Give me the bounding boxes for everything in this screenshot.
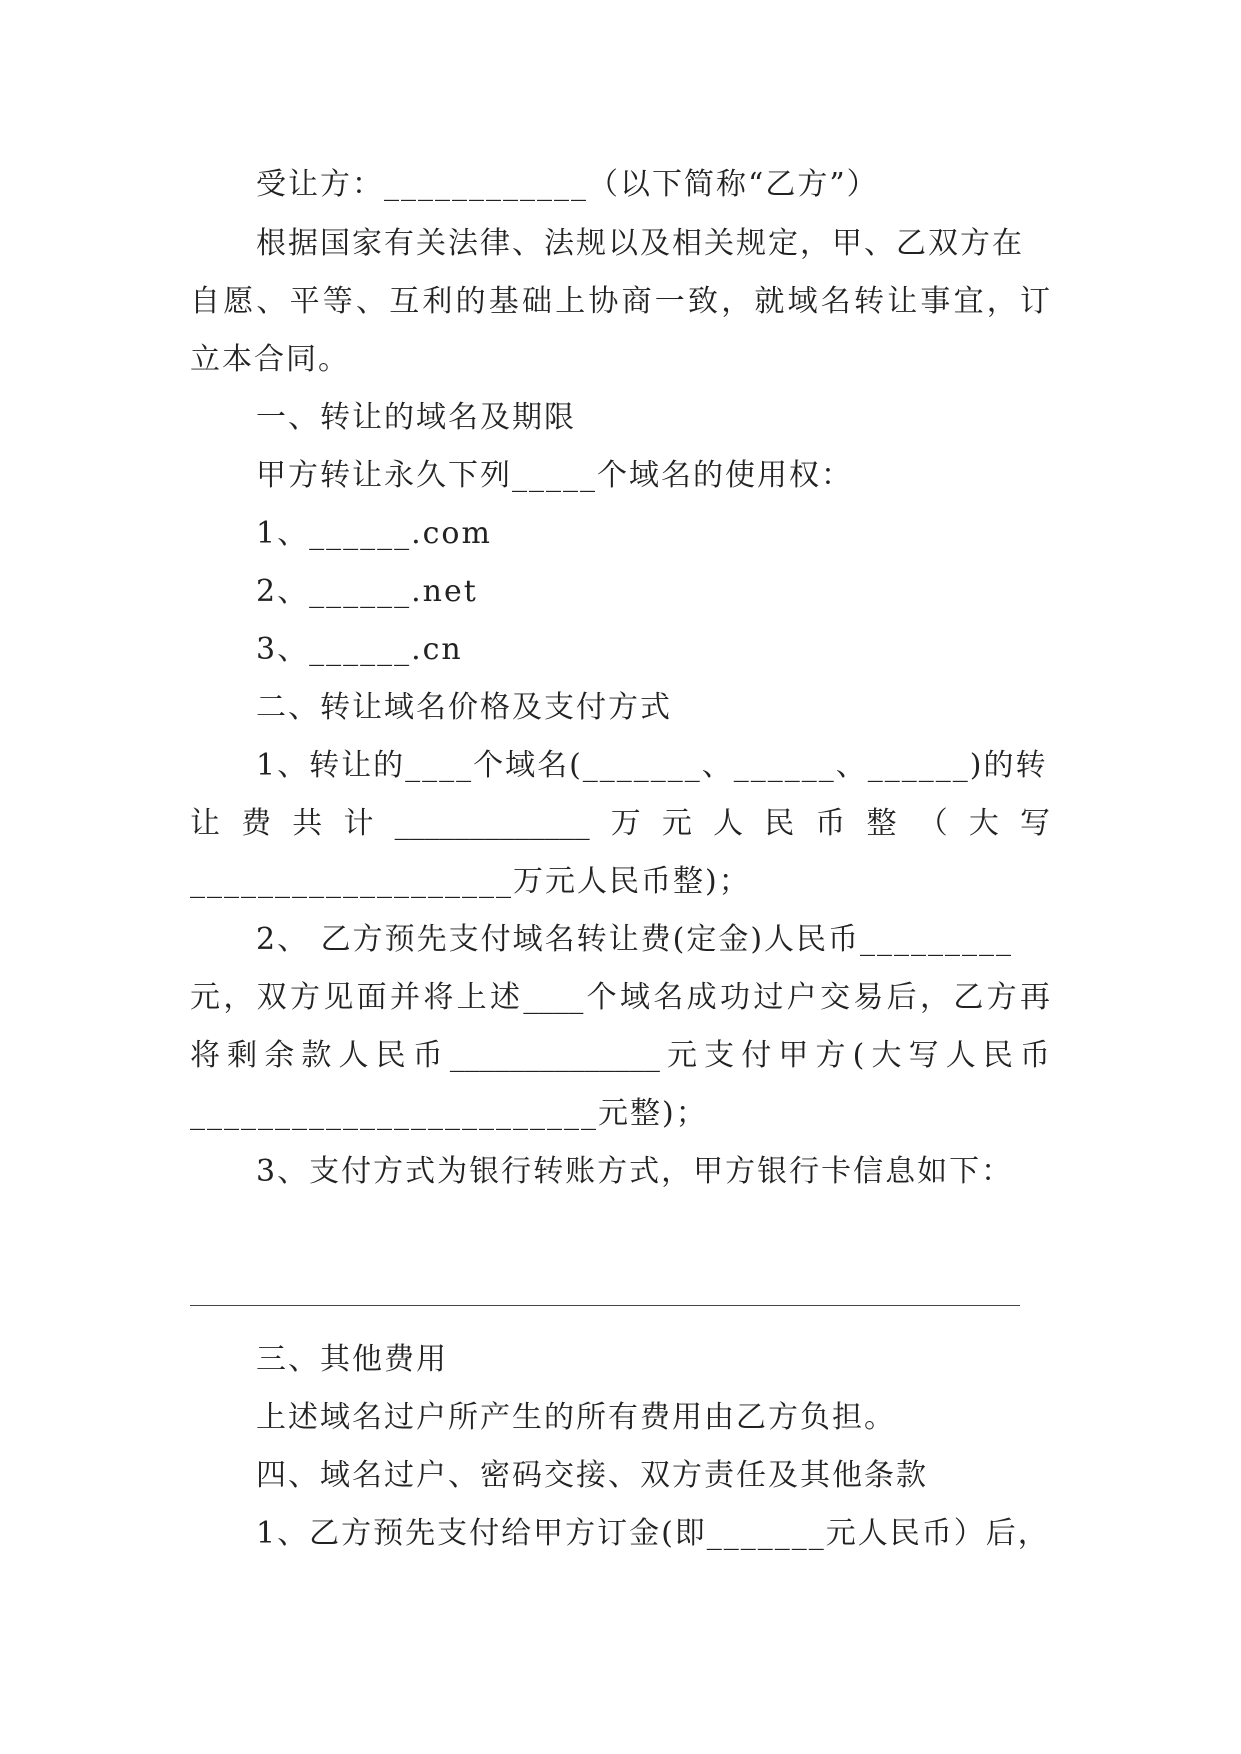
bank-info-blank-line: [190, 1305, 1020, 1306]
paragraph-line: 2、 乙方预先支付域名转让费(定金)人民币_________: [256, 922, 1014, 957]
paragraph-line: 根据国家有关法律、法规以及相关规定，甲、乙双方在: [256, 226, 1024, 261]
section-heading: 三、其他费用: [256, 1342, 448, 1377]
paragraph-line: ________________________元整)；: [190, 1096, 708, 1131]
section-heading: 二、转让域名价格及支付方式: [256, 690, 672, 725]
paragraph-line: 甲方转让永久下列_____个域名的使用权：: [256, 458, 853, 493]
paragraph-line: 元，双方见面并将上述____个域名成功过户交易后，乙方再: [190, 980, 1050, 1015]
paragraph-line: 将剩余款人民币______________元支付甲方(大写人民币: [190, 1038, 1050, 1073]
domain-item: 2、______.net: [256, 574, 478, 609]
section-heading: 一、转让的域名及期限: [256, 400, 576, 435]
paragraph-line: 自愿、平等、互利的基础上协商一致，就域名转让事宜，订: [190, 284, 1050, 319]
domain-item: 3、______.cn: [256, 632, 463, 667]
paragraph-line: 1、乙方预先支付给甲方订金(即_______元人民币）后，: [256, 1516, 1050, 1551]
paragraph-line: 3、支付方式为银行转账方式，甲方银行卡信息如下：: [256, 1154, 1014, 1189]
paragraph-line: 让费共计_____________万元人民币整（大写: [190, 806, 1050, 841]
paragraph-line: ___________________万元人民币整)；: [190, 864, 751, 899]
domain-item: 1、______.com: [256, 516, 492, 551]
assignee-line: 受让方：____________（以下简称“乙方”）: [256, 167, 879, 202]
section-heading: 四、域名过户、密码交接、双方责任及其他条款: [256, 1458, 928, 1493]
paragraph-line: 立本合同。: [190, 342, 350, 377]
paragraph-line: 1、转让的____个域名(_______、______、______)的转: [256, 748, 1048, 783]
paragraph-line: 上述域名过户所产生的所有费用由乙方负担。: [256, 1400, 896, 1435]
